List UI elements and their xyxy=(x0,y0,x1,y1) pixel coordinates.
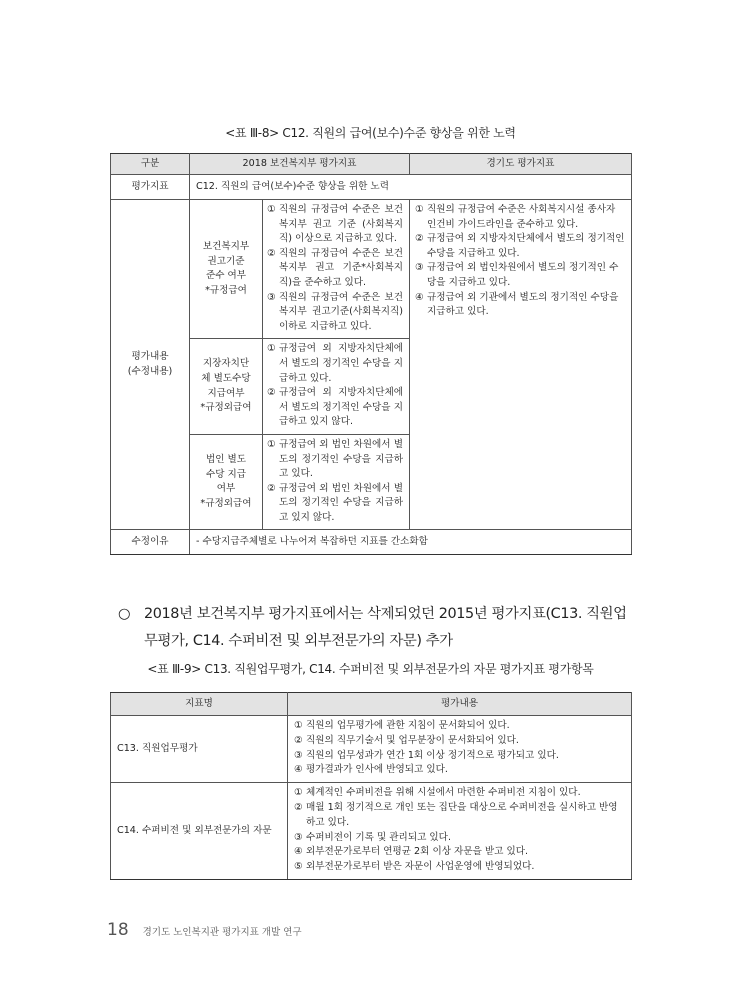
bullet-paragraph xyxy=(118,601,638,655)
table2-header-content: 평가내용 xyxy=(288,693,632,716)
evaluation-item xyxy=(294,860,625,875)
page-footer xyxy=(107,920,302,944)
evaluation-item xyxy=(294,763,625,778)
gyeonggi-criterion-item xyxy=(415,261,625,290)
item-marker: ② xyxy=(415,233,424,245)
item-marker: ⑤ xyxy=(294,861,303,873)
item-text: 직원의 규정급여 수준은 보건복지부 권고 기준*사회복지직)을 준수하고 있다. xyxy=(279,247,403,288)
item-text: 규정급여 외 지방자치단체에서 별도의 정기적인 수당을 지급하고 있다. xyxy=(427,233,625,259)
reason-value: - 수당지급주체별로 나누어져 복잡하던 지표를 간소화함 xyxy=(190,530,632,555)
item-marker: ④ xyxy=(294,764,303,776)
item-marker: ④ xyxy=(294,846,303,858)
gyeonggi-criterion-item xyxy=(415,232,625,261)
criterion-item xyxy=(267,203,403,247)
gyeonggi-criterion-item xyxy=(415,291,625,320)
item-marker: ④ xyxy=(415,291,424,303)
gyeonggi-criterion-item xyxy=(415,203,625,232)
comparison-table-c12 xyxy=(110,153,632,555)
table1-header-mohw: 2018 보건복지부 평가지표 xyxy=(190,154,410,175)
table1-indicator-row xyxy=(111,175,632,200)
gyeonggi-criteria xyxy=(410,200,632,530)
bullet-text: 2018년 보건복지부 평가지표에서는 삭제되었던 2015년 평가지표(C13. 직원업무평가, C14. 수퍼비전 및 외부전문가의 자문) 추가 xyxy=(144,606,627,649)
item-text: 외부전문가로부터 받은 자문이 사업운영에 반영되었다. xyxy=(306,861,535,873)
criterion-item xyxy=(267,438,403,482)
item-text: 외부전문가로부터 연평균 2회 이상 자문을 받고 있다. xyxy=(306,846,529,858)
table1-header-gyeonggi: 경기도 평가지표 xyxy=(410,154,632,175)
item-marker: ① xyxy=(415,204,424,215)
table2-header-row xyxy=(111,693,632,716)
evaluation-item xyxy=(294,801,625,831)
item-text: 직원의 규정급여 수준은 사회복지시설 종사자 인건비 가이드라인을 준수하고 있다. xyxy=(427,204,616,230)
reason-label: 수정이유 xyxy=(111,530,190,555)
table1-header-row xyxy=(111,154,632,175)
subrow-criteria-corporation xyxy=(263,434,410,530)
item-text: 평가결과가 인사에 반영되고 있다. xyxy=(306,764,448,776)
item-text: 규정급여 외 지방자치단체에서 별도의 정기적인 수당을 지급하고 있다. xyxy=(279,343,403,384)
table2-row-c14 xyxy=(111,783,632,880)
item-text: 규정급여 외 법인 차원에서 별도의 정기적인 수당을 지급하고 있다. xyxy=(279,438,403,480)
item-marker: ① xyxy=(294,787,303,799)
item-text: 규정급여 외 법인차원에서 별도의 정기적인 수당을 지급하고 있다. xyxy=(427,262,619,288)
indicator-name-c14: C14. 수퍼비전 및 외부전문가의 자문 xyxy=(111,783,288,880)
item-text: 매월 1회 정기적으로 개인 또는 집단을 대상으로 수퍼비전을 실시하고 반영하고 있다. xyxy=(306,801,618,828)
item-text: 규정급여 외 지방자치단체에서 별도의 정기적인 수당을 지급하고 있지 않다. xyxy=(279,387,403,428)
item-marker: ③ xyxy=(267,291,276,303)
table1-reason-row xyxy=(111,530,632,555)
table1-content-row-1 xyxy=(111,200,632,339)
subrow-criteria-local-gov xyxy=(263,339,410,435)
item-marker: ② xyxy=(294,734,303,746)
criterion-item xyxy=(267,291,403,335)
subrow-label-corporation: 법인 별도 수당 지급 여부 *규정외급여 xyxy=(190,434,263,530)
item-marker: ② xyxy=(267,387,276,399)
indicator-label: 평가지표 xyxy=(111,175,190,200)
evaluation-item xyxy=(294,786,625,801)
item-marker: ① xyxy=(267,204,276,215)
item-text: 규정급여 외 기관에서 별도의 정기적인 수당을 지급하고 있다. xyxy=(427,291,619,318)
item-marker: ① xyxy=(294,720,303,731)
item-marker: ① xyxy=(267,438,276,450)
item-marker: ③ xyxy=(294,749,303,761)
criterion-item xyxy=(267,247,403,291)
evaluation-item xyxy=(294,734,625,749)
item-marker: ① xyxy=(267,343,276,355)
indicator-name-c13: C13. 직원업무평가 xyxy=(111,716,288,783)
evaluation-item xyxy=(294,749,625,764)
subrow-criteria-standard xyxy=(263,200,410,339)
table1-header-category: 구분 xyxy=(111,154,190,175)
item-marker: ② xyxy=(267,482,276,494)
item-text: 직원의 규정급여 수준은 보건복지부 권고기준(사회복지직) 이하로 지급하고 있다. xyxy=(279,291,403,332)
table2-row-c13 xyxy=(111,716,632,783)
page-number: 18 xyxy=(107,920,129,940)
report-title: 경기도 노인복지관 평가지표 개발 연구 xyxy=(142,927,302,938)
table2-header-name: 지표명 xyxy=(111,693,288,716)
evaluation-items-table xyxy=(110,692,632,880)
item-text: 규정급여 외 법인 차원에서 별도의 정기적인 수당을 지급하고 있지 않다. xyxy=(279,482,403,523)
evaluation-item xyxy=(294,719,625,734)
item-text: 직원의 직무기술서 및 업무분장이 문서화되어 있다. xyxy=(306,734,519,746)
item-marker: ③ xyxy=(294,831,303,843)
item-text: 수퍼비전이 기록 및 관리되고 있다. xyxy=(306,831,451,843)
item-text: 직원의 규정급여 수준은 보건복지부 권고 기준 (사회복지직) 이상으로 지급하고 있다. xyxy=(279,204,403,245)
table1-caption: <표 Ⅲ-8> C12. 직원의 급여(보수)수준 향상을 위한 노력 xyxy=(225,126,516,140)
subrow-label-local-gov: 지장자치단 체 별도수당 지급여부 *규정외급여 xyxy=(190,339,263,435)
indicator-value: C12. 직원의 급여(보수)수준 향상을 위한 노력 xyxy=(190,175,632,200)
circle-bullet-icon: ○ xyxy=(118,606,131,622)
evaluation-item xyxy=(294,831,625,846)
item-marker: ③ xyxy=(415,262,424,274)
item-text: 직원의 업무성과가 연간 1회 이상 정기적으로 평가되고 있다. xyxy=(306,749,559,761)
subrow-label-standard: 보건복지부 권고기준 준수 여부 *규정급여 xyxy=(190,200,263,339)
item-marker: ② xyxy=(267,247,276,259)
evaluation-item xyxy=(294,845,625,860)
item-marker: ② xyxy=(294,801,303,813)
criterion-item xyxy=(267,386,403,430)
criterion-item xyxy=(267,342,403,386)
criterion-item xyxy=(267,482,403,526)
item-text: 체계적인 수퍼비전을 위해 시설에서 마련한 수퍼비전 지침이 있다. xyxy=(306,787,581,799)
indicator-items-c13 xyxy=(288,716,632,783)
table2-caption: <표 Ⅲ-9> C13. 직원업무평가, C14. 수퍼비전 및 외부전문가의 자문 평가지표 평가항목 xyxy=(147,662,594,676)
item-text: 직원의 업무평가에 관한 지침이 문서화되어 있다. xyxy=(306,720,510,731)
content-label: 평가내용 (수정내용) xyxy=(111,200,190,530)
indicator-items-c14 xyxy=(288,783,632,880)
